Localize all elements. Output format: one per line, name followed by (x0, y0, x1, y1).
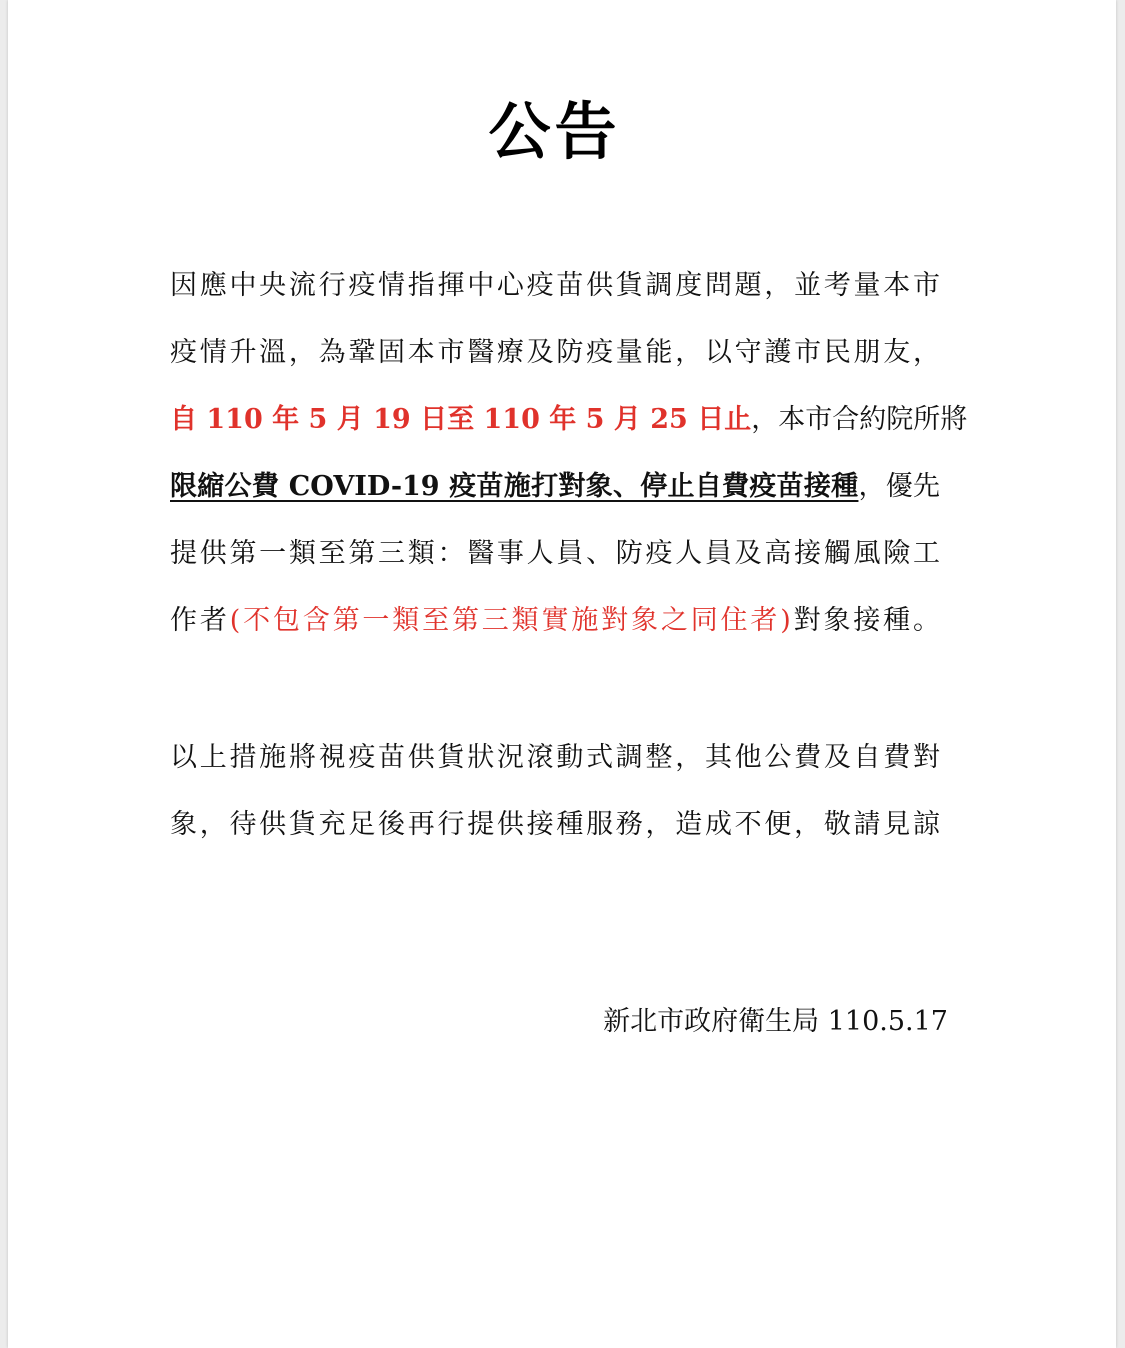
date-range-highlight: 自 110 年 5 月 19 日至 110 年 5 月 25 日止 (170, 404, 752, 435)
paragraph-2-line-2: 象，待供貨充足後再行提供接種服務，造成不便，敬請見諒 (170, 809, 940, 840)
document-page (8, 0, 1116, 1348)
paragraph-1-line-4-rest: ，優先 (858, 471, 941, 502)
announcement-title: 公告 (488, 95, 621, 168)
paragraph-1-line-3-rest: ，本市合約院所將 (751, 404, 968, 435)
paragraph-2-line-1: 以上措施將視疫苗供貨狀況滾動式調整，其他公費及自費對 (170, 742, 940, 773)
exclusion-note: (不包含第一類至第三類實施對象之同住者) (229, 605, 791, 636)
paragraph-1-line-6-start: 作者 (170, 605, 230, 636)
signature: 新北市政府衛生局 110.5.17 (603, 1006, 948, 1037)
paragraph-1-line-6 (170, 587, 940, 654)
paragraph-1-line-3 (170, 386, 968, 453)
paragraph-1-line-4 (170, 453, 940, 520)
paragraph-1-line-5: 提供第一類至第三類：醫事人員、防疫人員及高接觸風險工 (170, 538, 940, 569)
restriction-highlight: 限縮公費 COVID-19 疫苗施打對象、停止自費疫苗接種 (170, 471, 859, 502)
paragraph-1 (170, 252, 968, 654)
paragraph-1-line-2: 疫情升溫，為鞏固本市醫療及防疫量能，以守護市民朋友， (170, 337, 940, 368)
paragraph-1-line-1: 因應中央流行疫情指揮中心疫苗供貨調度問題，並考量本市 (170, 270, 940, 301)
paragraph-1-line-6-end: 對象接種。 (790, 605, 940, 636)
paragraph-2 (170, 724, 940, 858)
